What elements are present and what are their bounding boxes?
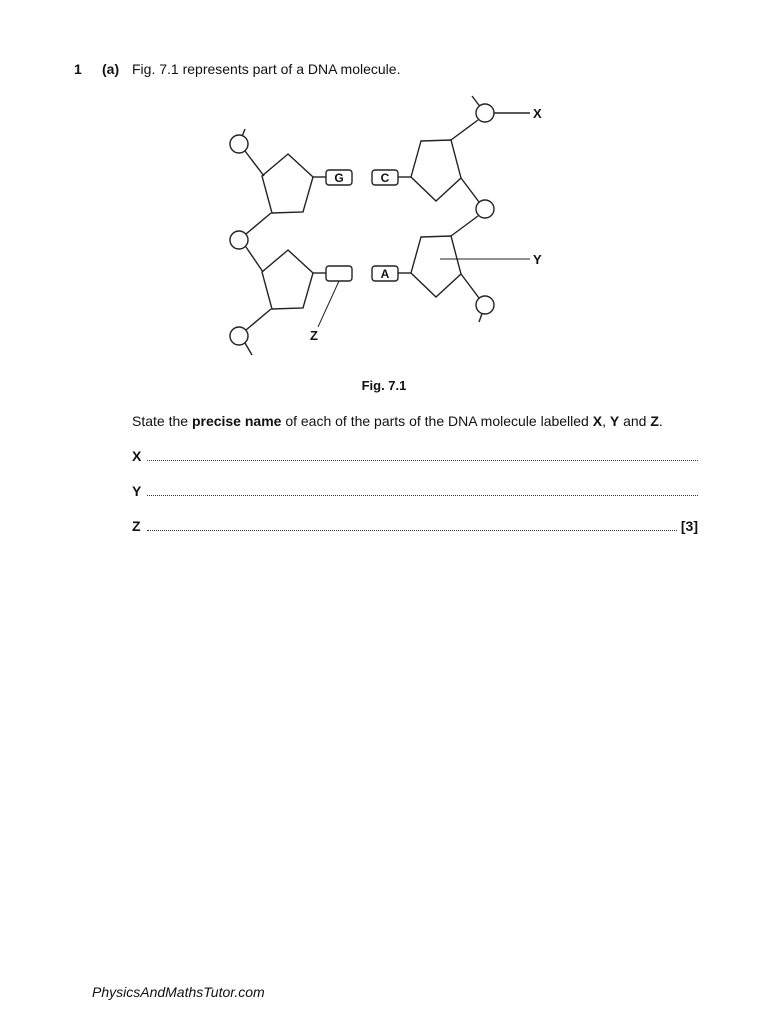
left-sugar-top xyxy=(262,154,313,213)
footer-source: PhysicsAndMathsTutor.com xyxy=(92,984,265,1000)
right-bond-3 xyxy=(451,216,478,236)
answer-line-y[interactable] xyxy=(132,483,698,503)
instruction-end: . xyxy=(658,413,663,429)
base-c-label: C xyxy=(380,171,390,185)
marks-label: [3] xyxy=(680,518,698,534)
left-bond-1 xyxy=(245,151,264,176)
instruction-before: State the xyxy=(132,413,192,429)
base-g-label: G xyxy=(334,171,344,185)
instruction-x: X xyxy=(592,413,603,429)
answer-letter: Z xyxy=(132,518,141,534)
right-phosphate-top xyxy=(476,104,494,122)
right-sugar-top xyxy=(411,140,461,201)
base-box-z xyxy=(326,266,352,281)
base-a-label: A xyxy=(380,267,390,281)
left-bond-2 xyxy=(246,213,271,234)
instruction-bold: precise name xyxy=(191,413,282,429)
right-bond-1 xyxy=(451,120,478,140)
instruction xyxy=(132,413,663,429)
answer-line-x[interactable] xyxy=(132,448,698,468)
answer-letter: Y xyxy=(132,483,142,499)
label-z: Z xyxy=(310,328,318,343)
answer-dots[interactable] xyxy=(147,448,698,461)
instruction-middle: of each of the parts of the DNA molecule labelled xyxy=(281,413,593,429)
right-bond-4 xyxy=(461,274,479,298)
instruction-comma: , xyxy=(602,413,610,429)
left-phosphate-bottom xyxy=(230,327,248,345)
label-line-z xyxy=(318,281,339,327)
instruction-and: and xyxy=(619,413,651,429)
right-sugar-bottom xyxy=(411,236,461,297)
question-part: (a) xyxy=(102,61,120,77)
answer-dots[interactable] xyxy=(147,483,698,496)
right-phosphate-bottom xyxy=(476,296,494,314)
left-bond-3 xyxy=(246,247,263,272)
answer-line-z[interactable] xyxy=(132,518,698,538)
left-phosphate-top xyxy=(230,135,248,153)
figure-caption: Fig. 7.1 xyxy=(361,378,407,393)
instruction-y: Y xyxy=(609,413,620,429)
right-phosphate-middle xyxy=(476,200,494,218)
label-x: X xyxy=(533,106,542,121)
instruction-z: Z xyxy=(650,413,659,429)
question-intro: Fig. 7.1 represents part of a DNA molecule. xyxy=(132,61,401,77)
label-y: Y xyxy=(533,252,542,267)
answer-dots[interactable] xyxy=(147,518,677,531)
right-bond-2 xyxy=(461,178,479,202)
left-stub-bottom xyxy=(245,343,252,355)
left-phosphate-middle xyxy=(230,231,248,249)
answer-letter: X xyxy=(132,448,142,464)
left-bond-4 xyxy=(246,309,271,330)
dna-diagram xyxy=(0,0,768,380)
left-sugar-bottom xyxy=(262,250,313,309)
question-number: 1 xyxy=(74,61,82,77)
